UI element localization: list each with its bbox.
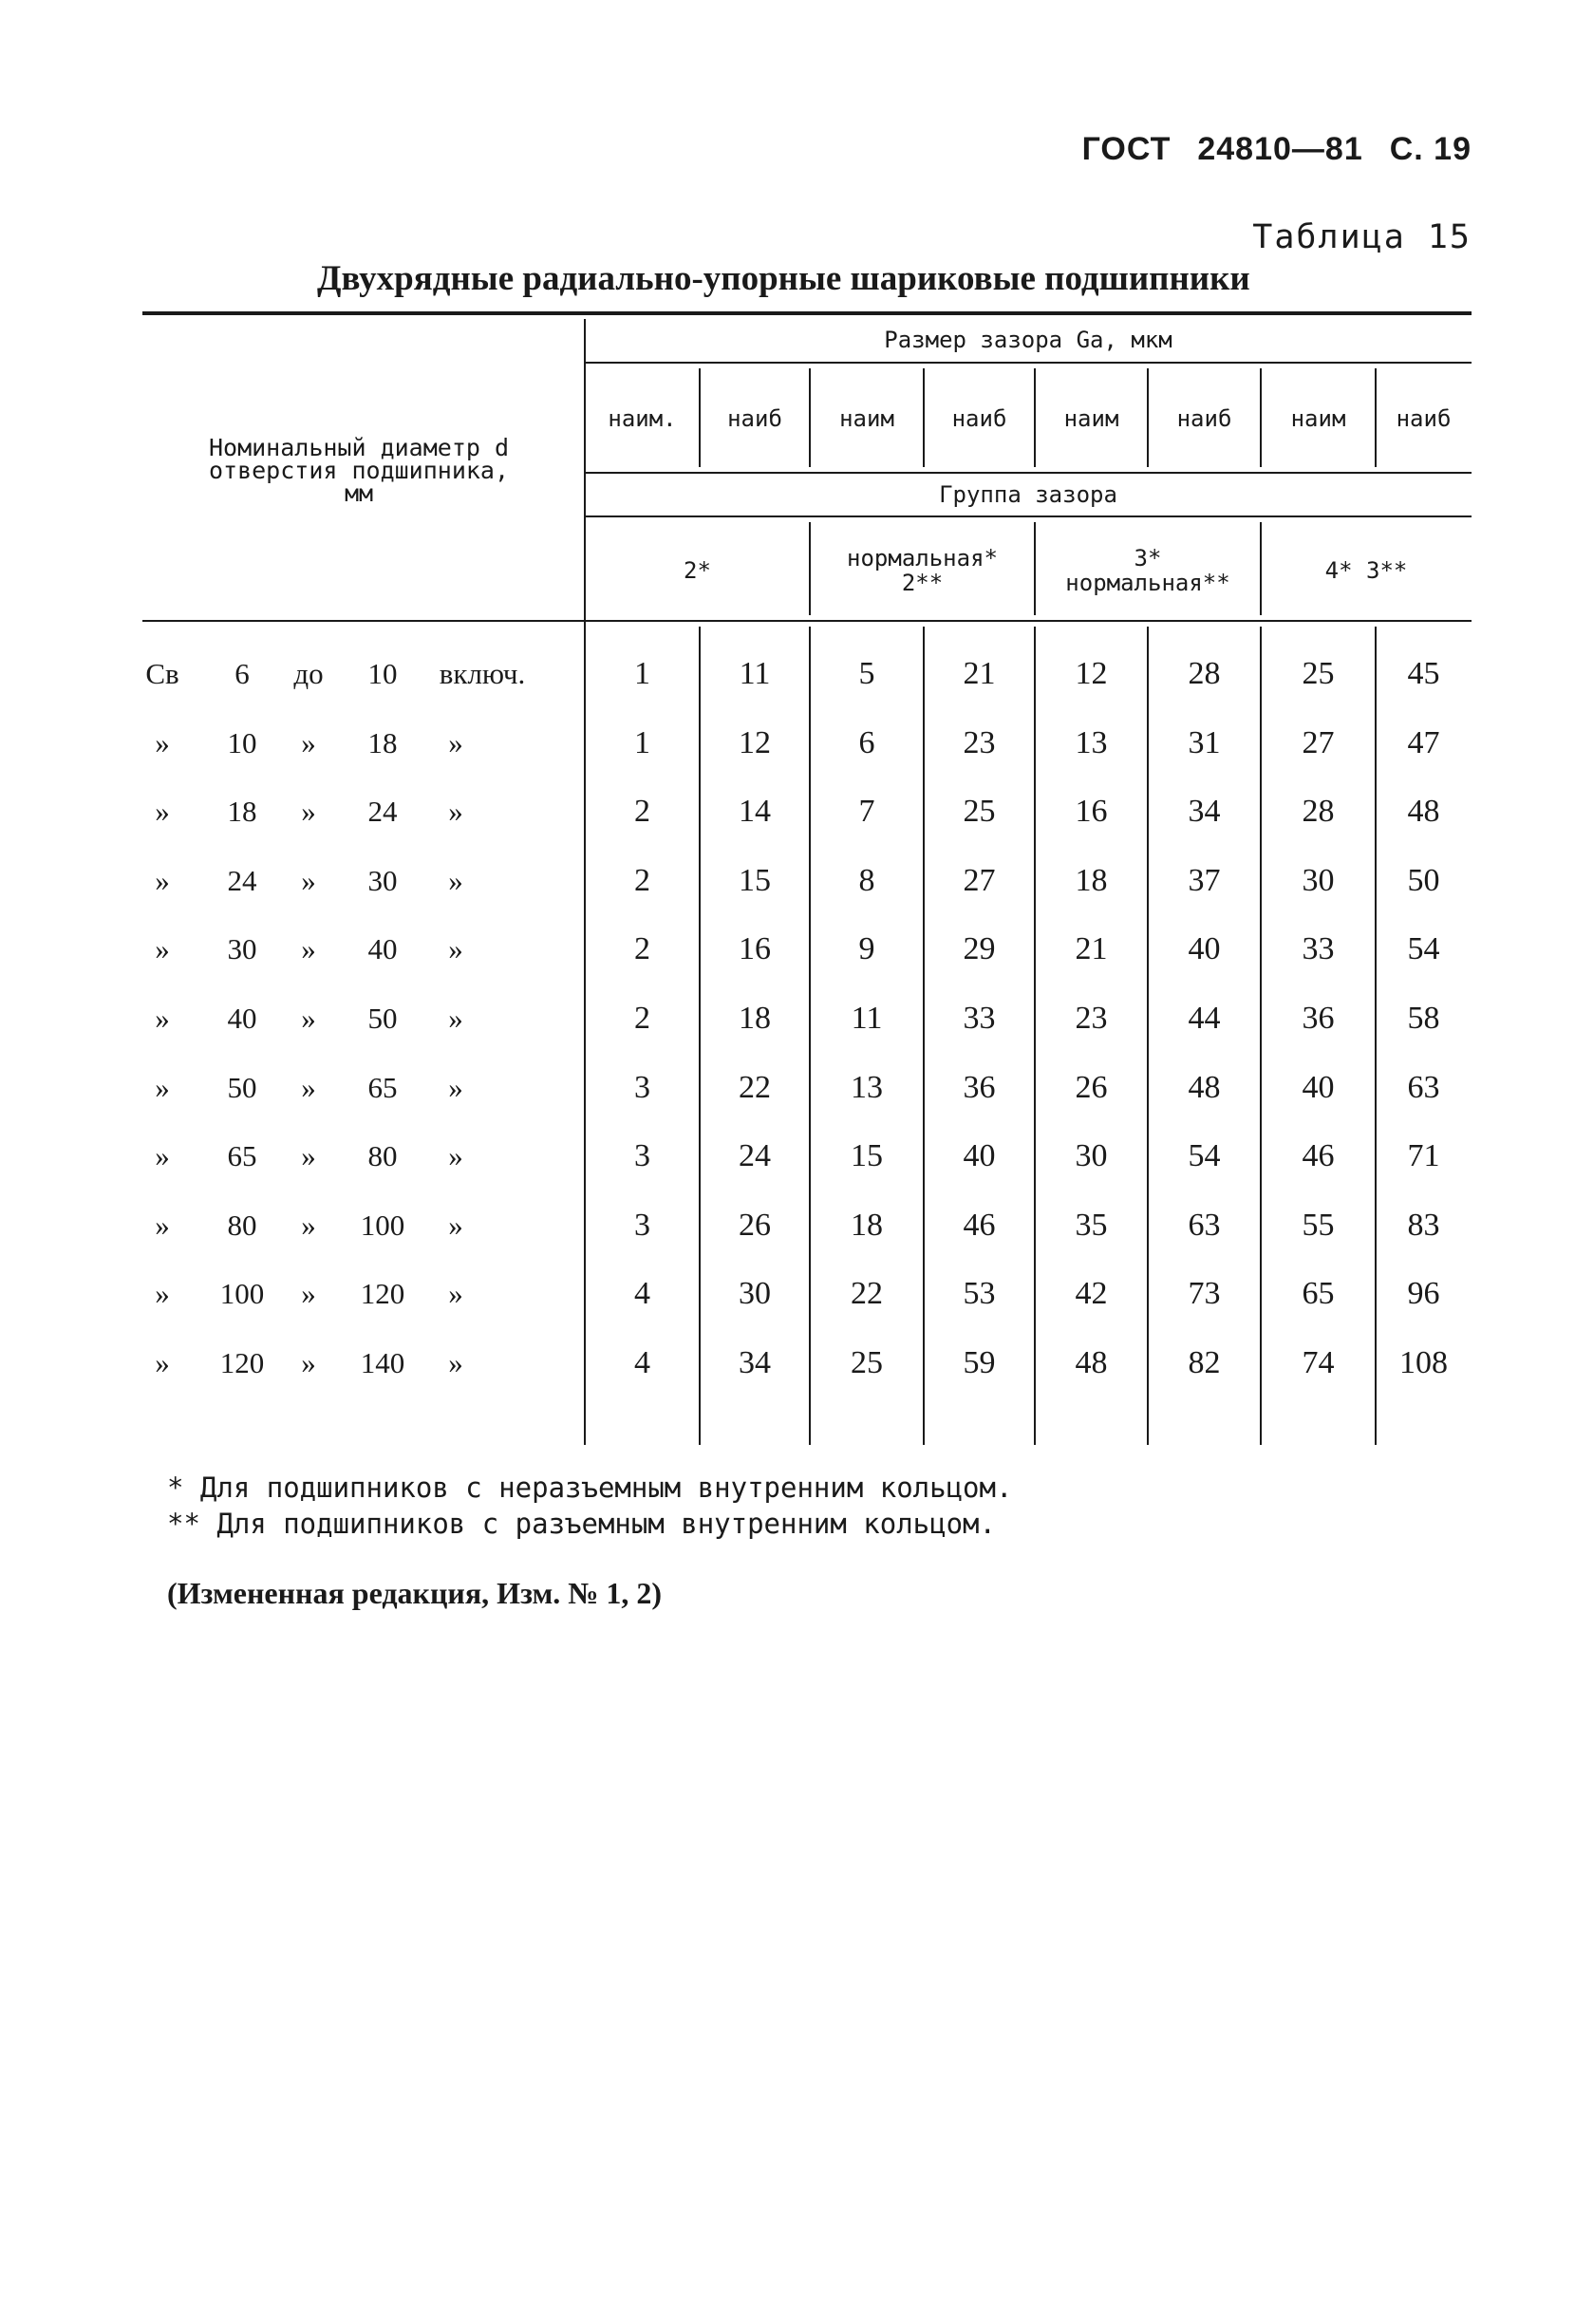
row-to: 40 (367, 932, 398, 966)
row-prefix: » (155, 1346, 170, 1379)
row-from: 24 (227, 863, 257, 897)
table-cell: 54 (1407, 931, 1440, 967)
row-suffix: » (448, 1070, 463, 1104)
subheader-1: наиб (727, 405, 782, 432)
row-from: 30 (227, 932, 257, 966)
row-to: 50 (367, 1002, 398, 1035)
table-cell: 23 (963, 724, 996, 760)
table-cell: 55 (1302, 1207, 1335, 1243)
row-prefix: » (155, 1139, 170, 1173)
table-cell: 24 (739, 1138, 771, 1174)
table-cell: 59 (963, 1345, 996, 1380)
table-cell: 25 (1302, 656, 1335, 691)
table-cell: 16 (739, 931, 771, 967)
table-cell: 46 (1302, 1138, 1335, 1174)
table-cell: 15 (851, 1138, 883, 1174)
table-cell: 47 (1407, 724, 1440, 760)
change-note: (Измененная редакция, Изм. № 1, 2) (167, 1576, 663, 1610)
row-from: 40 (227, 1002, 257, 1035)
row-prefix: » (155, 795, 170, 829)
table-cell: 4 (634, 1345, 650, 1380)
row-header-line-2: отверстия подшипника, (208, 457, 510, 484)
row-header-line-3: мм (344, 479, 374, 507)
table-cell: 96 (1407, 1276, 1440, 1312)
row-prefix: » (155, 932, 170, 966)
header-page-number: С. 19 (1389, 131, 1472, 167)
row-prefix: » (155, 1277, 170, 1311)
row-to-word: » (301, 863, 316, 897)
table-cell: 44 (1188, 1001, 1221, 1036)
table-cell: 46 (963, 1207, 996, 1243)
row-suffix: » (448, 795, 463, 829)
table-cell: 82 (1188, 1345, 1221, 1380)
row-to-word: » (301, 1139, 316, 1173)
table-cell: 21 (963, 656, 996, 691)
table-cell: 48 (1407, 794, 1440, 830)
row-suffix: » (448, 1277, 463, 1311)
table-cell: 40 (963, 1138, 996, 1174)
row-suffix: » (448, 863, 463, 897)
table-cell: 35 (1075, 1207, 1108, 1243)
table-cell: 26 (1075, 1069, 1108, 1105)
table-cell: 54 (1188, 1138, 1221, 1174)
table-cell: 25 (963, 794, 996, 830)
subheader-2: наим (839, 405, 894, 432)
table-cell: 15 (739, 862, 771, 898)
table-cell: 8 (858, 862, 875, 898)
row-to: 140 (360, 1346, 405, 1379)
subheader-5: наиб (1176, 405, 1232, 432)
row-suffix: » (448, 1346, 463, 1379)
row-prefix: » (155, 863, 170, 897)
table-cell: 16 (1075, 794, 1108, 830)
table-cell: 53 (963, 1276, 996, 1312)
table-cell: 45 (1407, 656, 1440, 691)
table-cell: 34 (1188, 794, 1221, 830)
group-2-line-0: 3* (1134, 545, 1162, 572)
table-cell: 71 (1407, 1138, 1440, 1174)
table-cell: 83 (1407, 1207, 1440, 1243)
row-to: 120 (360, 1277, 405, 1311)
size-header: Размер зазора Ga, мкм (884, 327, 1172, 353)
table-cell: 1 (634, 656, 650, 691)
table-cell: 2 (634, 1001, 650, 1036)
table-cell: 63 (1188, 1207, 1221, 1243)
row-prefix: » (155, 725, 170, 759)
row-to-word: до (293, 657, 324, 690)
table-cell: 1 (634, 724, 650, 760)
group-header: Группа зазора (939, 481, 1117, 508)
table-cell: 23 (1075, 1001, 1108, 1036)
row-from: 80 (227, 1208, 257, 1242)
table-cell: 3 (634, 1069, 650, 1105)
subheader-0: наим. (608, 405, 677, 432)
subheader-7: наиб (1396, 405, 1452, 432)
table-cell: 30 (1075, 1138, 1108, 1174)
table-cell: 2 (634, 931, 650, 967)
row-from: 120 (219, 1346, 265, 1379)
group-2-line-1: нормальная** (1065, 570, 1230, 596)
table-cell: 4 (634, 1276, 650, 1312)
table-cell: 37 (1188, 862, 1221, 898)
table-cell: 74 (1302, 1345, 1335, 1380)
table-cell: 27 (963, 862, 996, 898)
row-from: 65 (227, 1139, 257, 1173)
table-cell: 50 (1407, 862, 1440, 898)
row-to-word: » (301, 932, 316, 966)
table-cell: 12 (739, 724, 771, 760)
group-0-line-0: 2* (684, 557, 711, 584)
footnote-single: * Для подшипников с неразъемным внутренним кольцом. (167, 1471, 1013, 1504)
footnote-double: ** Для подшипников с разъемным внутренним кольцом. (167, 1508, 996, 1540)
row-to-word: » (301, 1070, 316, 1104)
subheader-6: наим (1290, 405, 1346, 432)
table-cell: 2 (634, 862, 650, 898)
row-to: 24 (367, 795, 398, 829)
table-cell: 28 (1302, 794, 1335, 830)
table-cell: 18 (1075, 862, 1108, 898)
table-cell: 36 (1302, 1001, 1335, 1036)
table-cell: 65 (1302, 1276, 1335, 1312)
row-prefix: » (155, 1070, 170, 1104)
row-suffix: » (448, 725, 463, 759)
clearance-table (142, 306, 1472, 1445)
row-to-word: » (301, 1277, 316, 1311)
table-cell: 11 (851, 1001, 883, 1036)
table-cell: 29 (963, 931, 996, 967)
table-cell: 30 (1302, 862, 1335, 898)
row-to-word: » (301, 1346, 316, 1379)
row-from: 50 (227, 1070, 257, 1104)
table-cell: 22 (739, 1069, 771, 1105)
table-cell: 21 (1075, 931, 1108, 967)
row-suffix: » (448, 932, 463, 966)
header-standard-number: 24810—81 (1197, 131, 1363, 167)
table-cell: 33 (1302, 931, 1335, 967)
table-cell: 22 (851, 1276, 883, 1312)
row-suffix: включ. (439, 657, 526, 690)
row-to-word: » (301, 1002, 316, 1035)
table-cell: 63 (1407, 1069, 1440, 1105)
table-cell: 3 (634, 1138, 650, 1174)
table-cell: 30 (739, 1276, 771, 1312)
row-from: 18 (227, 795, 257, 829)
table-cell: 108 (1399, 1345, 1448, 1380)
table-cell: 48 (1188, 1069, 1221, 1105)
table-cell: 27 (1302, 724, 1335, 760)
table-cell: 25 (851, 1345, 883, 1380)
table-cell: 33 (963, 1001, 996, 1036)
row-suffix: » (448, 1208, 463, 1242)
table-cell: 13 (851, 1069, 883, 1105)
table-cell: 14 (739, 794, 771, 830)
table-cell: 2 (634, 794, 650, 830)
row-to: 80 (367, 1139, 398, 1173)
row-from: 100 (219, 1277, 265, 1311)
table-cell: 58 (1407, 1001, 1440, 1036)
row-prefix: » (155, 1208, 170, 1242)
footnotes (167, 1470, 1012, 1542)
table-cell: 42 (1075, 1276, 1108, 1312)
row-to: 100 (360, 1208, 405, 1242)
row-to: 65 (367, 1070, 398, 1104)
row-to-word: » (301, 795, 316, 829)
row-to-word: » (301, 725, 316, 759)
row-suffix: » (448, 1139, 463, 1173)
table-cell: 73 (1188, 1276, 1221, 1312)
table-cell: 7 (858, 794, 875, 830)
table-cell: 26 (739, 1207, 771, 1243)
row-from: 6 (234, 657, 250, 690)
subheader-4: наим (1063, 405, 1119, 432)
table-title: Двухрядные радиально-упорные шариковые подшипники (317, 259, 1250, 298)
table-cell: 6 (858, 724, 875, 760)
table-cell: 12 (1075, 656, 1108, 691)
header-gost: ГОСТ (1081, 131, 1172, 167)
row-header-line-1: Номинальный диаметр d (208, 434, 510, 461)
table-cell: 18 (739, 1001, 771, 1036)
table-cell: 28 (1188, 656, 1221, 691)
row-suffix: » (448, 1002, 463, 1035)
row-to: 18 (367, 725, 398, 759)
subheader-3: наиб (951, 405, 1007, 432)
page-header (1056, 131, 1472, 168)
row-to: 10 (367, 657, 398, 690)
row-prefix: » (155, 1002, 170, 1035)
table-cell: 36 (963, 1069, 996, 1105)
row-from: 10 (227, 725, 257, 759)
table-cell: 13 (1075, 724, 1108, 760)
table-cell: 34 (739, 1345, 771, 1380)
table-cell: 9 (858, 931, 875, 967)
table-cell: 3 (634, 1207, 650, 1243)
table-cell: 31 (1188, 724, 1221, 760)
table-cell: 48 (1075, 1345, 1108, 1380)
table-cell: 40 (1302, 1069, 1335, 1105)
row-to: 30 (367, 863, 398, 897)
group-3-line-0: 4* 3** (1324, 557, 1408, 584)
table-cell: 18 (851, 1207, 883, 1243)
table-cell: 11 (739, 656, 771, 691)
table-cell: 40 (1188, 931, 1221, 967)
group-1-line-1: 2** (901, 570, 944, 596)
table-number: Таблица 15 (1252, 218, 1472, 256)
group-1-line-0: нормальная* (847, 545, 998, 572)
row-prefix: Св (145, 657, 179, 690)
table-cell: 5 (858, 656, 875, 691)
row-to-word: » (301, 1208, 316, 1242)
